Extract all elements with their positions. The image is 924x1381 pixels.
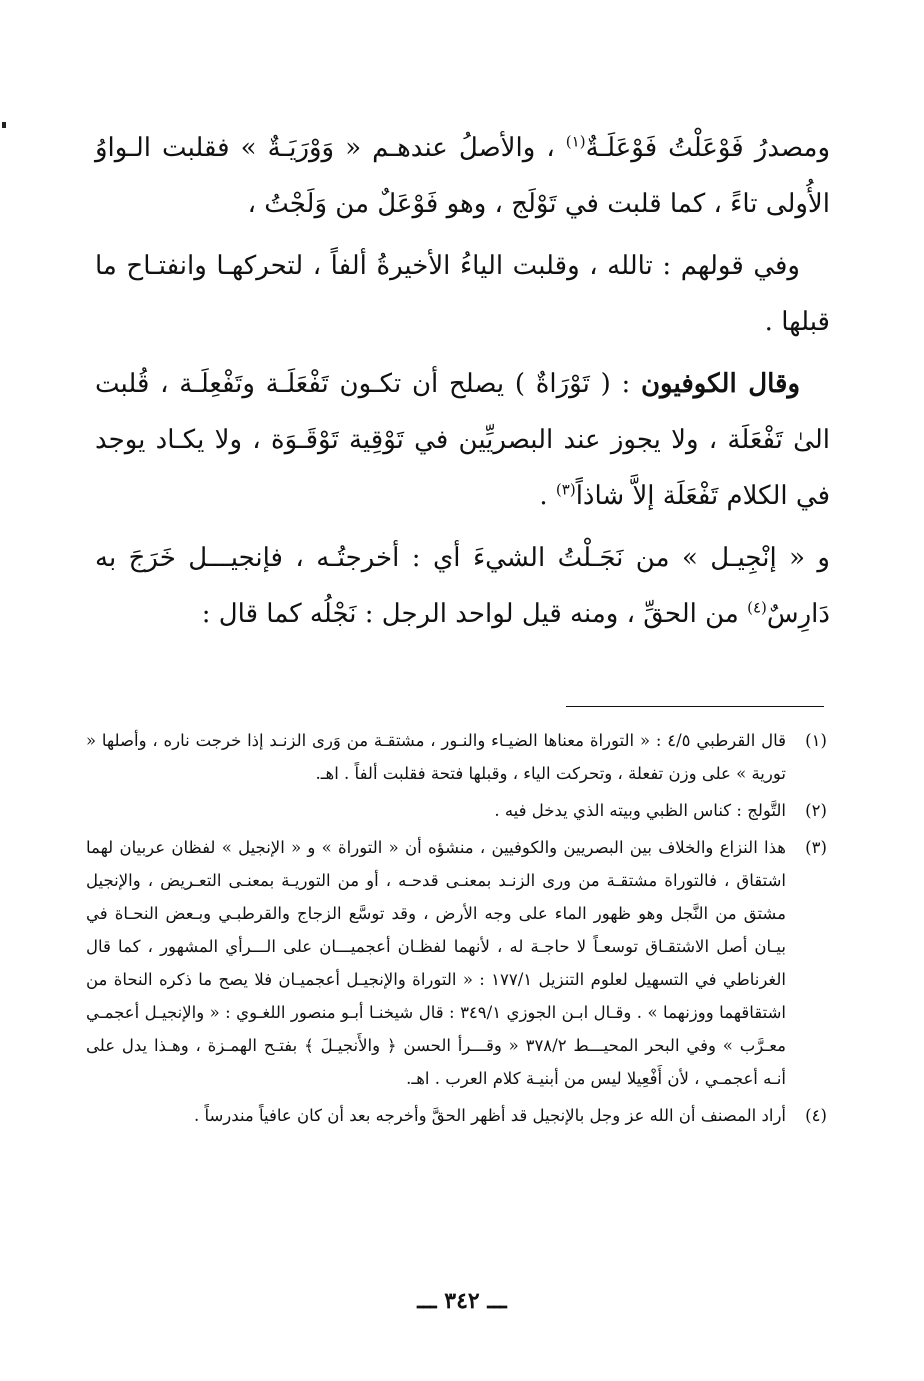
- paragraph-4-text: و « إنْجِيـل » من نَجَـلْتُ الشيءَ أي : أخرجتُـه ، فإنجيـــل خَرَجَ به دَارِسٌ: [95, 543, 830, 629]
- paragraph-1-text: ومصدرُ فَوْعَلْتُ فَوْعَلَـةٌ: [585, 133, 831, 163]
- paragraph-3-end: .: [539, 481, 548, 511]
- footnote-text: التَّولج : كناس الظبي وبيته الذي يدخل فيه .: [494, 801, 786, 820]
- scan-mark: [2, 122, 6, 128]
- page-number: ـــ ٣٤٢ ـــ: [417, 1288, 507, 1314]
- footnote-separator: [566, 706, 824, 707]
- footnote-2: [86, 794, 846, 827]
- paragraph-4-cont: من الحقِّ ، ومنه قيل لواحد الرجل : نَجْلُه كما قال :: [201, 599, 739, 629]
- footnote-ref-4: (٤): [747, 598, 767, 617]
- footnote-number: (٤): [805, 1106, 827, 1125]
- paragraph-2: وفي قولهم : تالله ، وقلبت الياءُ الأخيرةُ ألفاً ، لتحركهـا وانفتـاح ما قبلها .: [95, 251, 830, 337]
- paragraph-3: [95, 356, 830, 524]
- main-text: [95, 120, 830, 648]
- footnote-ref-1: (١): [565, 132, 586, 151]
- footnote-number: (١): [805, 731, 827, 750]
- footnote-1: [86, 724, 846, 790]
- footnote-3: [86, 831, 846, 1095]
- footnote-text: هذا النزاع والخلاف بين البصريين والكوفيين ، منشؤه أن « التوراة » و « الإنجيل » لفظان عربيان لهما اشتقاق ، فالتوراة مشتقـة من ورى الزنـد بمعنـى قدحـه ، أو من التوريـة بمعنـى التعـريض ، والإنجيل مشتق من النَّجل وهو ظهور الماء على وجه الأرض ، وقد توسَّع الزجاج والقرطبـي وبـعض النحـاة في بيـان أصل الاشتقـاق توسعـاً لا حاجـة له ، لأنهما لفظـان أعجميـــان على الـــرأي المشهور ، كما قال الغرناطي في التسهيل لعلوم التنزيل ١٧٧/١ : « التوراة والإنجيـل أعجميـان فلا يصح ما ذكره النحاة من اشتقاقهما ووزنهما » . وقـال ابـن الجوزي ٣٤٩/١ : قال شيخنـا أبـو منصور اللغـوي : « والإنجيـل أعجمـي معـرَّب » وفي البحر المحيـــط ٣٧٨/٢ « وقـــرأ الحسن ﴿ والأَنجيـلَ ﴾ بفتـح الهمـزة ، وهـذا يدل على أنـه أعجمـي ، لأن أَفْعِيلا ليس من أبنيـة كلام العرب . اهـ.: [86, 838, 787, 1088]
- kufiyun-heading: وقال الكوفيون: [640, 369, 801, 399]
- paragraph-4: [95, 530, 830, 642]
- paragraph-1: [95, 120, 830, 232]
- footnotes: [86, 724, 846, 1136]
- paragraph-3-text: : ( تَوْرَاةٌ ) يصلح أن تكـون تَفْعَلَـة وتَفْعِلَـة ، قُلبت الىٰ تَفْعَلَة ، ولا يجوز عند البصريِّين في تَوْقِية تَوْقَـوَة ، ولا يكـاد يوجد في الكلام تَفْعَلَة إلاَّ شاذاً: [95, 369, 830, 511]
- footnote-number: (٣): [805, 838, 827, 857]
- footnote-ref-3: (٣): [555, 480, 576, 499]
- footnote-text: أراد المصنف أن الله عز وجل بالإنجيل قد أظهر الحقَّ وأخرجه بعد أن كان عافياً مندرساً .: [193, 1106, 786, 1125]
- paragraph-1-cont: ، والأصلُ عندهـم « وَوْرَيَـةٌ » فقلبت الـواوُ الأُولى تاءً ، كما قلبت في تَوْلَج ، وهو فَوْعَلٌ من وَلَجْتُ ،: [95, 133, 830, 219]
- footnote-number: (٢): [805, 801, 827, 820]
- footnote-text: قال القرطبي ٤/٥ : « التوراة معناها الضيـاء والنـور ، مشتقـة من وَرى الزنـد إذا خرجت ناره ، وأصلها « تورية » على وزن تفعلة ، وتحركت الياء ، وقبلها فتحة فقلبت ألفاً . اهـ.: [86, 731, 786, 783]
- footnote-4: [86, 1099, 846, 1132]
